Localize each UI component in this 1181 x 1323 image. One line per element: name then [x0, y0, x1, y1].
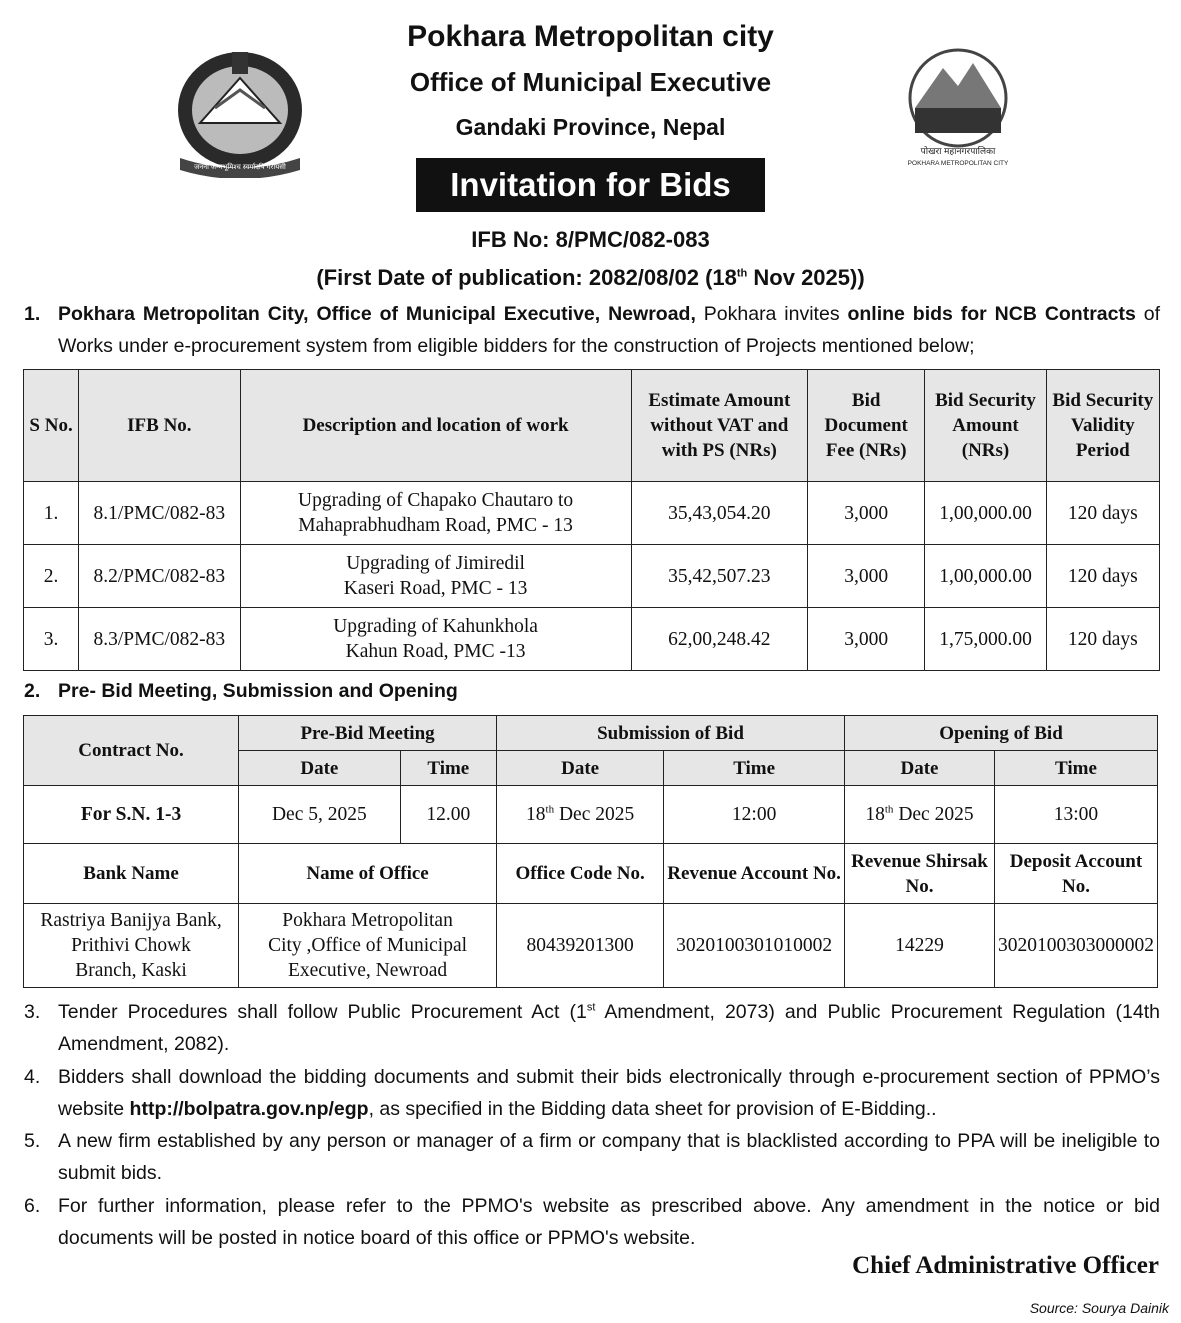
table-row: 2. 8.2/PMC/082-83 Upgrading of Jimiredil Kaseri Road, PMC - 13 35,42,507.23 3,000 1,00,000.00 120 days — [24, 545, 1160, 608]
section-1-text: Pokhara Metropolitan City, Office of Municipal Executive, Newroad, Pokhara invites online bids for NCB Contracts of Works under e-procurement system from eligible bidders for the construction of Projects mentioned below; — [58, 303, 1161, 357]
section-2-heading: 2. Pre- Bid Meeting, Submission and Opening — [24, 680, 458, 702]
works-table — [23, 369, 1160, 671]
section-1-number: 1. — [24, 303, 41, 325]
bank-header-row: Bank Name Name of Office Office Code No. Revenue Account No. Revenue Shirsak No. Deposit Account No. — [24, 844, 1158, 904]
seal-text-np: पोखरा महानगरपालिका — [920, 146, 996, 156]
signatory: Chief Administrative Officer — [852, 1252, 1159, 1279]
prebid-header: Pre-Bid Meeting — [239, 716, 497, 751]
works-table-header — [24, 370, 1160, 482]
office-title: Office of Municipal Executive — [409, 67, 772, 97]
col-estimate: Estimate Amount without VAT and with PS (NRs) — [631, 370, 807, 482]
egp-link[interactable]: http://bolpatra.gov.np/egp — [129, 1098, 369, 1120]
source-credit: Source: Sourya Dainik — [1029, 1300, 1169, 1316]
city-title: Pokhara Metropolitan city — [407, 20, 774, 53]
submission-header: Submission of Bid — [497, 716, 845, 751]
point-4: 4. Bidders shall download the bidding documents and submit their bids electronically through e-procurement section of PPMO’s website http://bolpatra.gov.np/egp, as specified in the Bidding data sheet for provision of E-Bidding.. — [24, 1066, 1160, 1120]
table-row: 3. 8.3/PMC/082-83 Upgrading of Kahunkhola Kahun Road, PMC -13 62,00,248.42 3,000 1,75,000.00 120 days — [24, 608, 1160, 671]
province-title: Gandaki Province, Nepal — [455, 114, 726, 140]
col-sno: S No. — [24, 370, 79, 482]
ifb-number: IFB No: 8/PMC/082-083 — [471, 227, 710, 252]
emblem-motto: जननी जन्मभूमिश्च स्वर्गादपि गरीयसी — [194, 164, 286, 171]
pokhara-city-seal — [893, 48, 1023, 168]
opening-header: Opening of Bid — [845, 716, 1158, 751]
col-validity: Bid Security Validity Period — [1046, 370, 1159, 482]
publication-date: (First Date of publication: 2082/08/02 (18th Nov 2025)) — [316, 265, 865, 290]
col-fee: Bid Document Fee (NRs) — [808, 370, 925, 482]
point-5: 5. A new firm established by any person or manager of a firm or company that is blacklisted according to PPA will be ineligible to submit bids. — [24, 1130, 1160, 1184]
table-row: 1. 8.1/PMC/082-83 Upgrading of Chapako Chautaro to Mahaprabhudham Road, PMC - 13 35,43,054.20 3,000 1,00,000.00 120 days — [24, 482, 1160, 545]
contract-no-header: Contract No. — [24, 716, 239, 786]
col-ifb: IFB No. — [79, 370, 240, 482]
point-6: 6. For further information, please refer to the PPMO's website as prescribed above. Any amendment in the notice or bid documents will be posted in notice board of this office or PPMO's website. — [24, 1195, 1160, 1249]
bank-row: Rastriya Banijya Bank, Prithivi Chowk Branch, Kaski Pokhara Metropolitan City ,Office of Municipal Executive, Newroad 80439201300 3020100301010002 14229 3020100303000002 — [24, 904, 1158, 988]
notice-banner: Invitation for Bids — [416, 158, 765, 212]
point-3: 3. Tender Procedures shall follow Public Procurement Act (1st Amendment, 2073) and Public Procurement Regulation (14th Amendment, 2082). — [24, 1001, 1161, 1055]
section-1 — [24, 298, 1160, 362]
col-description: Description and location of work — [240, 370, 631, 482]
seal-text-en: POKHARA METROPOLITAN CITY — [907, 160, 1009, 167]
schedule-row: For S.N. 1-3 Dec 5, 2025 12.00 18th Dec 2025 12:00 18th Dec 2025 13:00 — [24, 786, 1158, 844]
col-security: Bid Security Amount (NRs) — [925, 370, 1046, 482]
schedule-table: Contract No. Pre-Bid Meeting Submission of Bid Opening of Bid Date Time Date Time Date Time For S.N. 1-3 Dec 5, 2025 12.00 18th Dec 2025 12:00 18th Dec 2025 13:00 Bank Name Name of Office Office Code No. Revenue Account No. Revenue Shirsak No. Deposit Account No. Rastriya Banijya Bank, Prithivi Chowk Branch, Kaski Pokhara Metropolitan City ,Office of Municipal Executive, Newroad 80439201300 3020100301010002 14229 3020100303000002 — [23, 715, 1158, 988]
nepal-emblem — [160, 38, 320, 178]
